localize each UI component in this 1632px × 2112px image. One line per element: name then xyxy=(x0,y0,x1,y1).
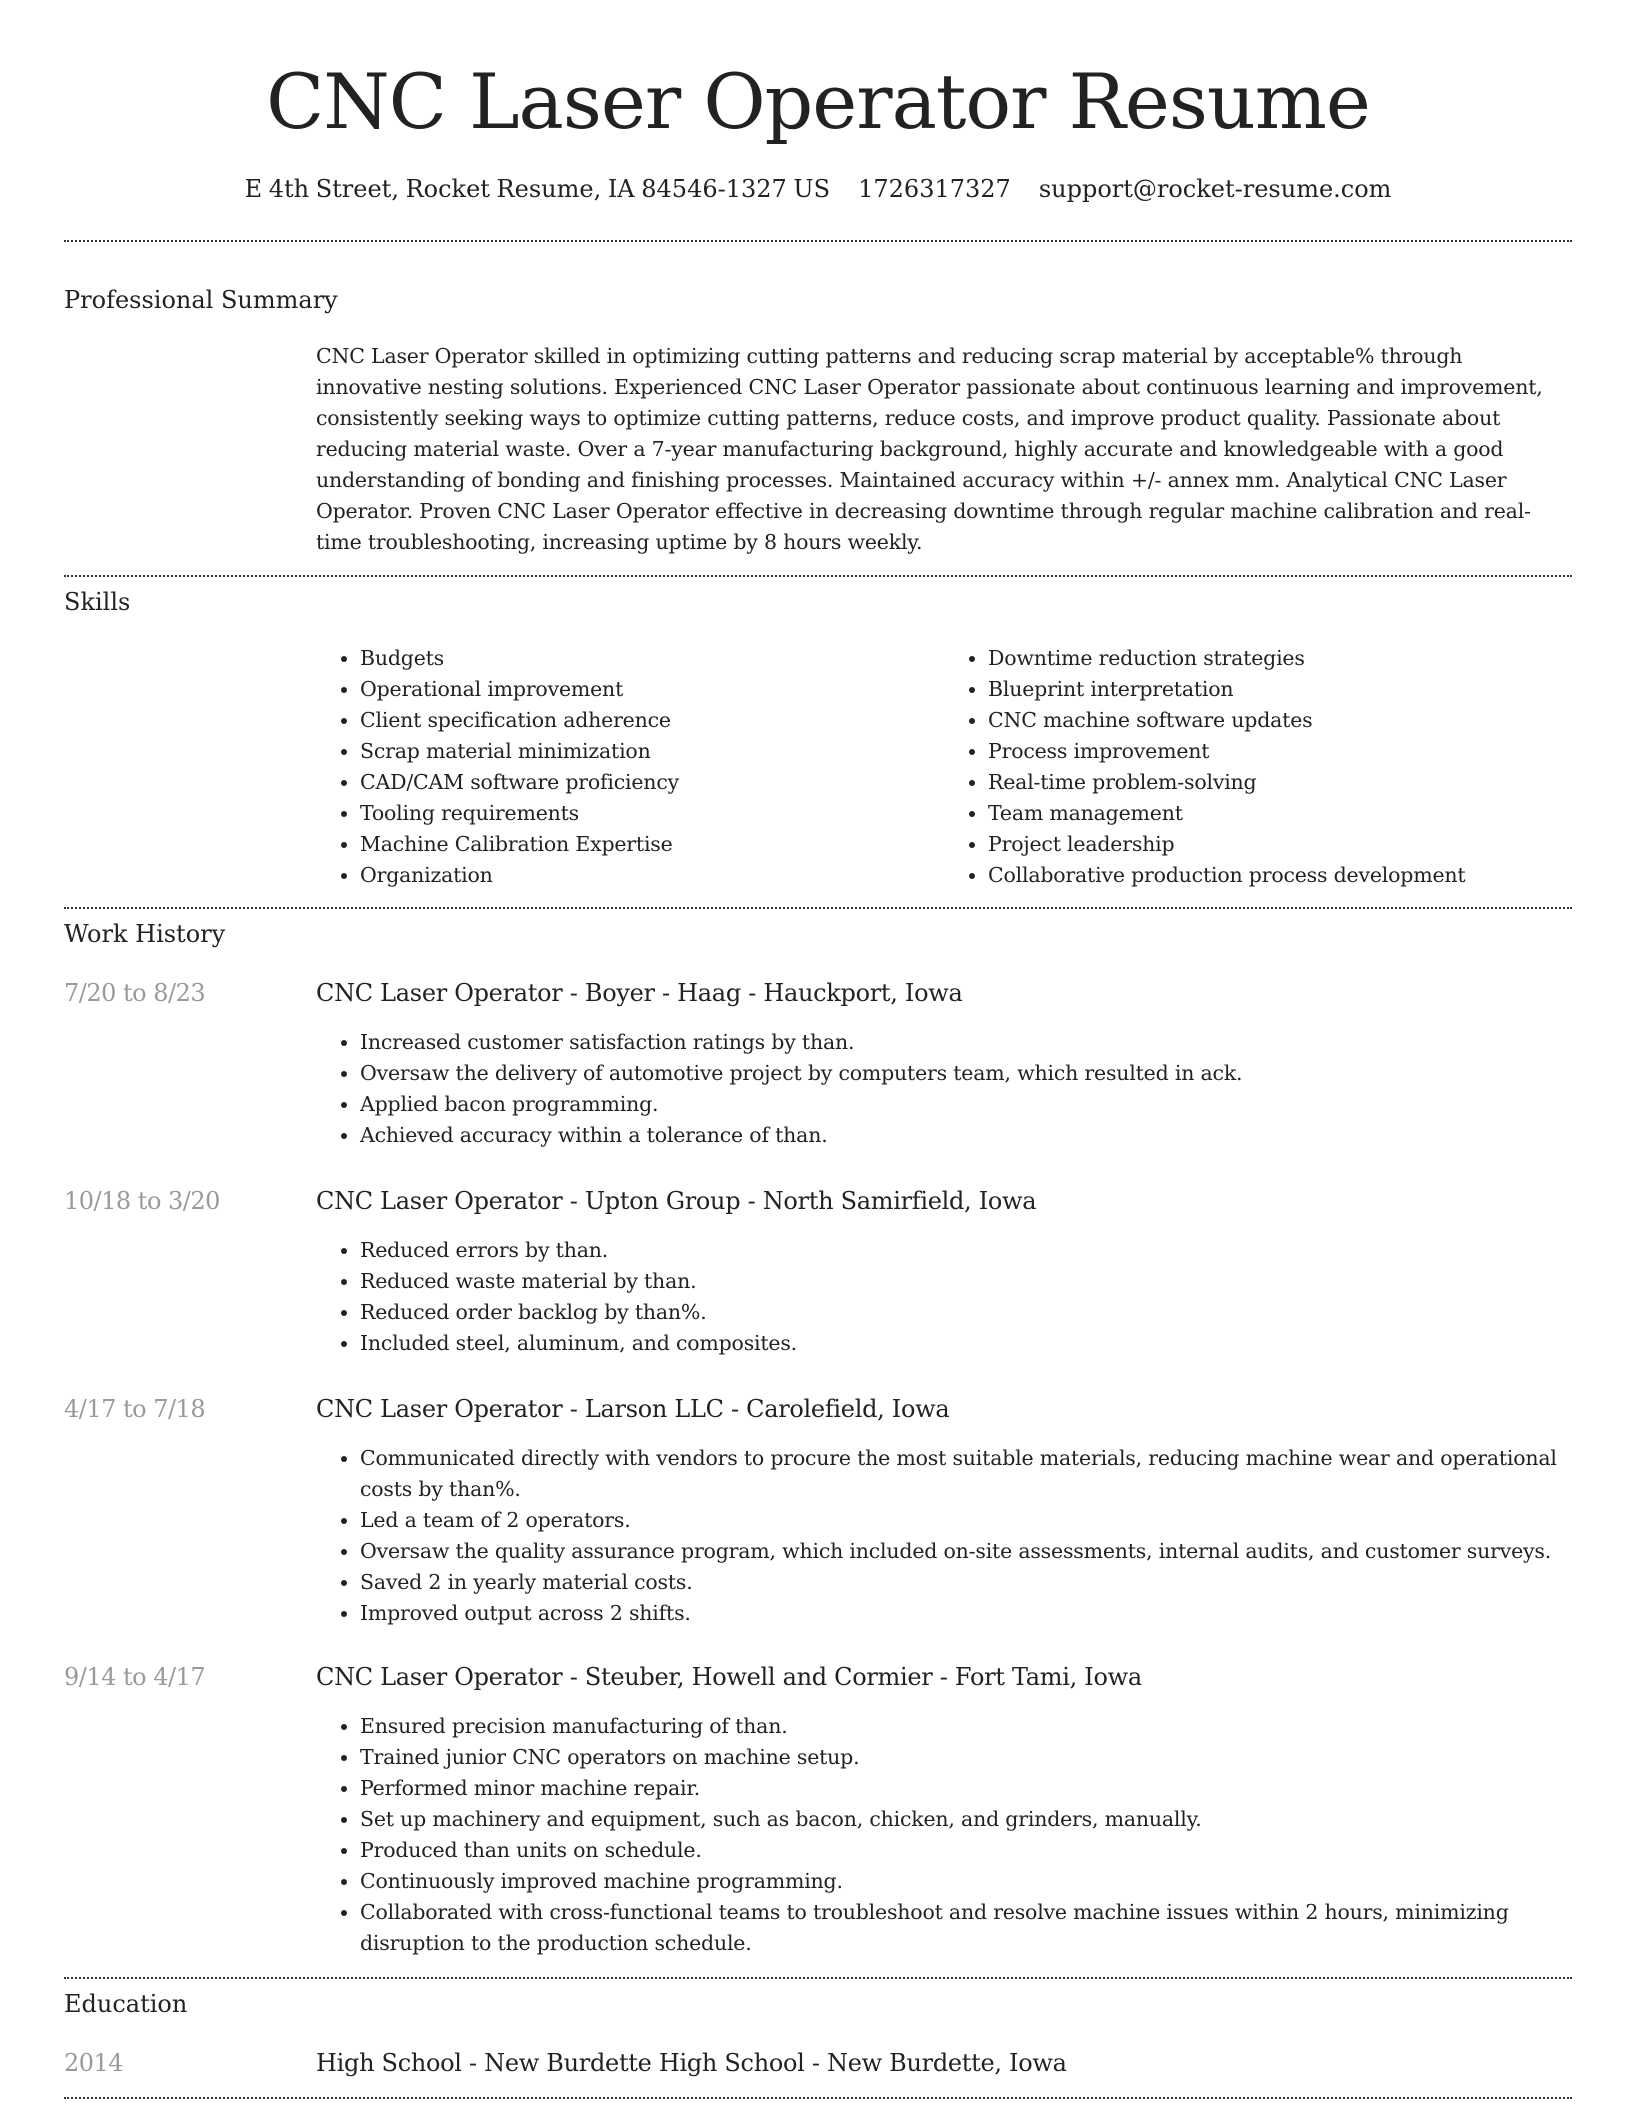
job-title: CNC Laser Operator - Boyer - Haag - Hauckport, Iowa xyxy=(316,979,963,1007)
job-title: CNC Laser Operator - Upton Group - North Samirfield, Iowa xyxy=(316,1187,1037,1215)
contact-line xyxy=(64,172,1572,206)
skills-list xyxy=(316,643,1572,891)
job-bullet: • Reduced errors by than. xyxy=(360,1235,1572,1266)
education-entry: High School - New Burdette High School - New Burdette, Iowa xyxy=(316,2049,1067,2077)
job-bullet: • Collaborated with cross-functional teams to troubleshoot and resolve machine issues within 2 hours, minimizing disruption to the production schedule. xyxy=(360,1897,1572,1959)
section-heading-summary: Professional Summary xyxy=(64,286,338,314)
job-bullets xyxy=(316,1027,1572,1151)
section-heading-work-history: Work History xyxy=(64,920,226,948)
contact-phone: 1726317327 xyxy=(858,175,1011,203)
summary-text: CNC Laser Operator skilled in optimizing cutting patterns and reducing scrap material by acceptable% through innovative nesting solutions. Experienced CNC Laser Operator passionate about continuous learning and improvement, consistently seeking ways to optimize cutting patterns, reduce costs, and improve product quality. Passionate about reducing material waste. Over a 7-year manufacturing background, highly accurate and knowledgeable with a good understanding of bonding and finishing processes. Maintained accuracy within +/- annex mm. Analytical CNC Laser Operator. Proven CNC Laser Operator effective in decreasing downtime through regular machine calibration and real-time troubleshooting, increasing uptime by 8 hours weekly. xyxy=(316,344,1543,554)
skill-item: • CAD/CAM software proficiency xyxy=(360,767,944,798)
job-bullet: • Ensured precision manufacturing of than. xyxy=(360,1711,1572,1742)
job-bullet: • Applied bacon programming. xyxy=(360,1089,1572,1120)
job-bullets xyxy=(316,1711,1572,1959)
skill-item: • CNC machine software updates xyxy=(988,705,1572,736)
skill-item: • Real-time problem-solving xyxy=(988,767,1572,798)
education-year: 2014 xyxy=(64,2049,124,2077)
job-bullet: • Performed minor machine repair. xyxy=(360,1773,1572,1804)
job-bullet: • Increased customer satisfaction ratings by than. xyxy=(360,1027,1572,1058)
job-bullet: • Continuously improved machine programming. xyxy=(360,1866,1572,1897)
job-title: CNC Laser Operator - Larson LLC - Carolefield, Iowa xyxy=(316,1395,950,1423)
skill-item: • Budgets xyxy=(360,643,944,674)
skill-item: • Project leadership xyxy=(988,829,1572,860)
section-heading-skills: Skills xyxy=(64,588,131,616)
divider xyxy=(64,575,1572,577)
job-bullet: • Oversaw the delivery of automotive project by computers team, which resulted in ack. xyxy=(360,1058,1572,1089)
job-bullet: • Trained junior CNC operators on machine setup. xyxy=(360,1742,1572,1773)
section-heading-education: Education xyxy=(64,1990,188,2018)
job-bullet: • Led a team of 2 operators. xyxy=(360,1505,1572,1536)
contact-email: support@rocket-resume.com xyxy=(1038,175,1392,203)
skill-item: • Tooling requirements xyxy=(360,798,944,829)
divider xyxy=(64,907,1572,909)
job-title: CNC Laser Operator - Steuber, Howell and Cormier - Fort Tami, Iowa xyxy=(316,1663,1142,1691)
skill-item: • Blueprint interpretation xyxy=(988,674,1572,705)
job-bullet: • Communicated directly with vendors to procure the most suitable materials, reducing machine wear and operational costs by than%. xyxy=(360,1443,1572,1505)
job-bullet: • Set up machinery and equipment, such as bacon, chicken, and grinders, manually. xyxy=(360,1804,1572,1835)
skills-column-left xyxy=(316,643,944,891)
skill-item: • Scrap material minimization xyxy=(360,736,944,767)
divider xyxy=(64,240,1572,242)
job-bullet: • Oversaw the quality assurance program, which included on-site assessments, internal audits, and customer surveys. xyxy=(360,1536,1572,1567)
job-dates: 4/17 to 7/18 xyxy=(64,1395,206,1423)
job-bullet: • Included steel, aluminum, and composites. xyxy=(360,1328,1572,1359)
skill-item: • Collaborative production process development xyxy=(988,860,1572,891)
skill-item: • Machine Calibration Expertise xyxy=(360,829,944,860)
job-bullet: • Reduced order backlog by than%. xyxy=(360,1297,1572,1328)
job-bullet: • Achieved accuracy within a tolerance of than. xyxy=(360,1120,1572,1151)
job-bullet: • Saved 2 in yearly material costs. xyxy=(360,1567,1572,1598)
skill-item: • Organization xyxy=(360,860,944,891)
job-dates: 9/14 to 4/17 xyxy=(64,1663,206,1691)
resume-title: CNC Laser Operator Resume xyxy=(266,57,1370,146)
job-bullets xyxy=(316,1235,1572,1359)
job-dates: 10/18 to 3/20 xyxy=(64,1187,220,1215)
job-bullet: • Improved output across 2 shifts. xyxy=(360,1598,1572,1629)
skills-column-right xyxy=(944,643,1572,891)
divider xyxy=(64,1977,1572,1979)
skill-item: • Client specification adherence xyxy=(360,705,944,736)
divider xyxy=(64,2097,1572,2099)
job-bullet: • Reduced waste material by than. xyxy=(360,1266,1572,1297)
skill-item: • Downtime reduction strategies xyxy=(988,643,1572,674)
job-bullet: • Produced than units on schedule. xyxy=(360,1835,1572,1866)
job-bullets xyxy=(316,1443,1572,1629)
skill-item: • Operational improvement xyxy=(360,674,944,705)
skill-item: • Team management xyxy=(988,798,1572,829)
job-dates: 7/20 to 8/23 xyxy=(64,979,206,1007)
contact-address: E 4th Street, Rocket Resume, IA 84546-1327 US xyxy=(244,175,831,203)
skill-item: • Process improvement xyxy=(988,736,1572,767)
